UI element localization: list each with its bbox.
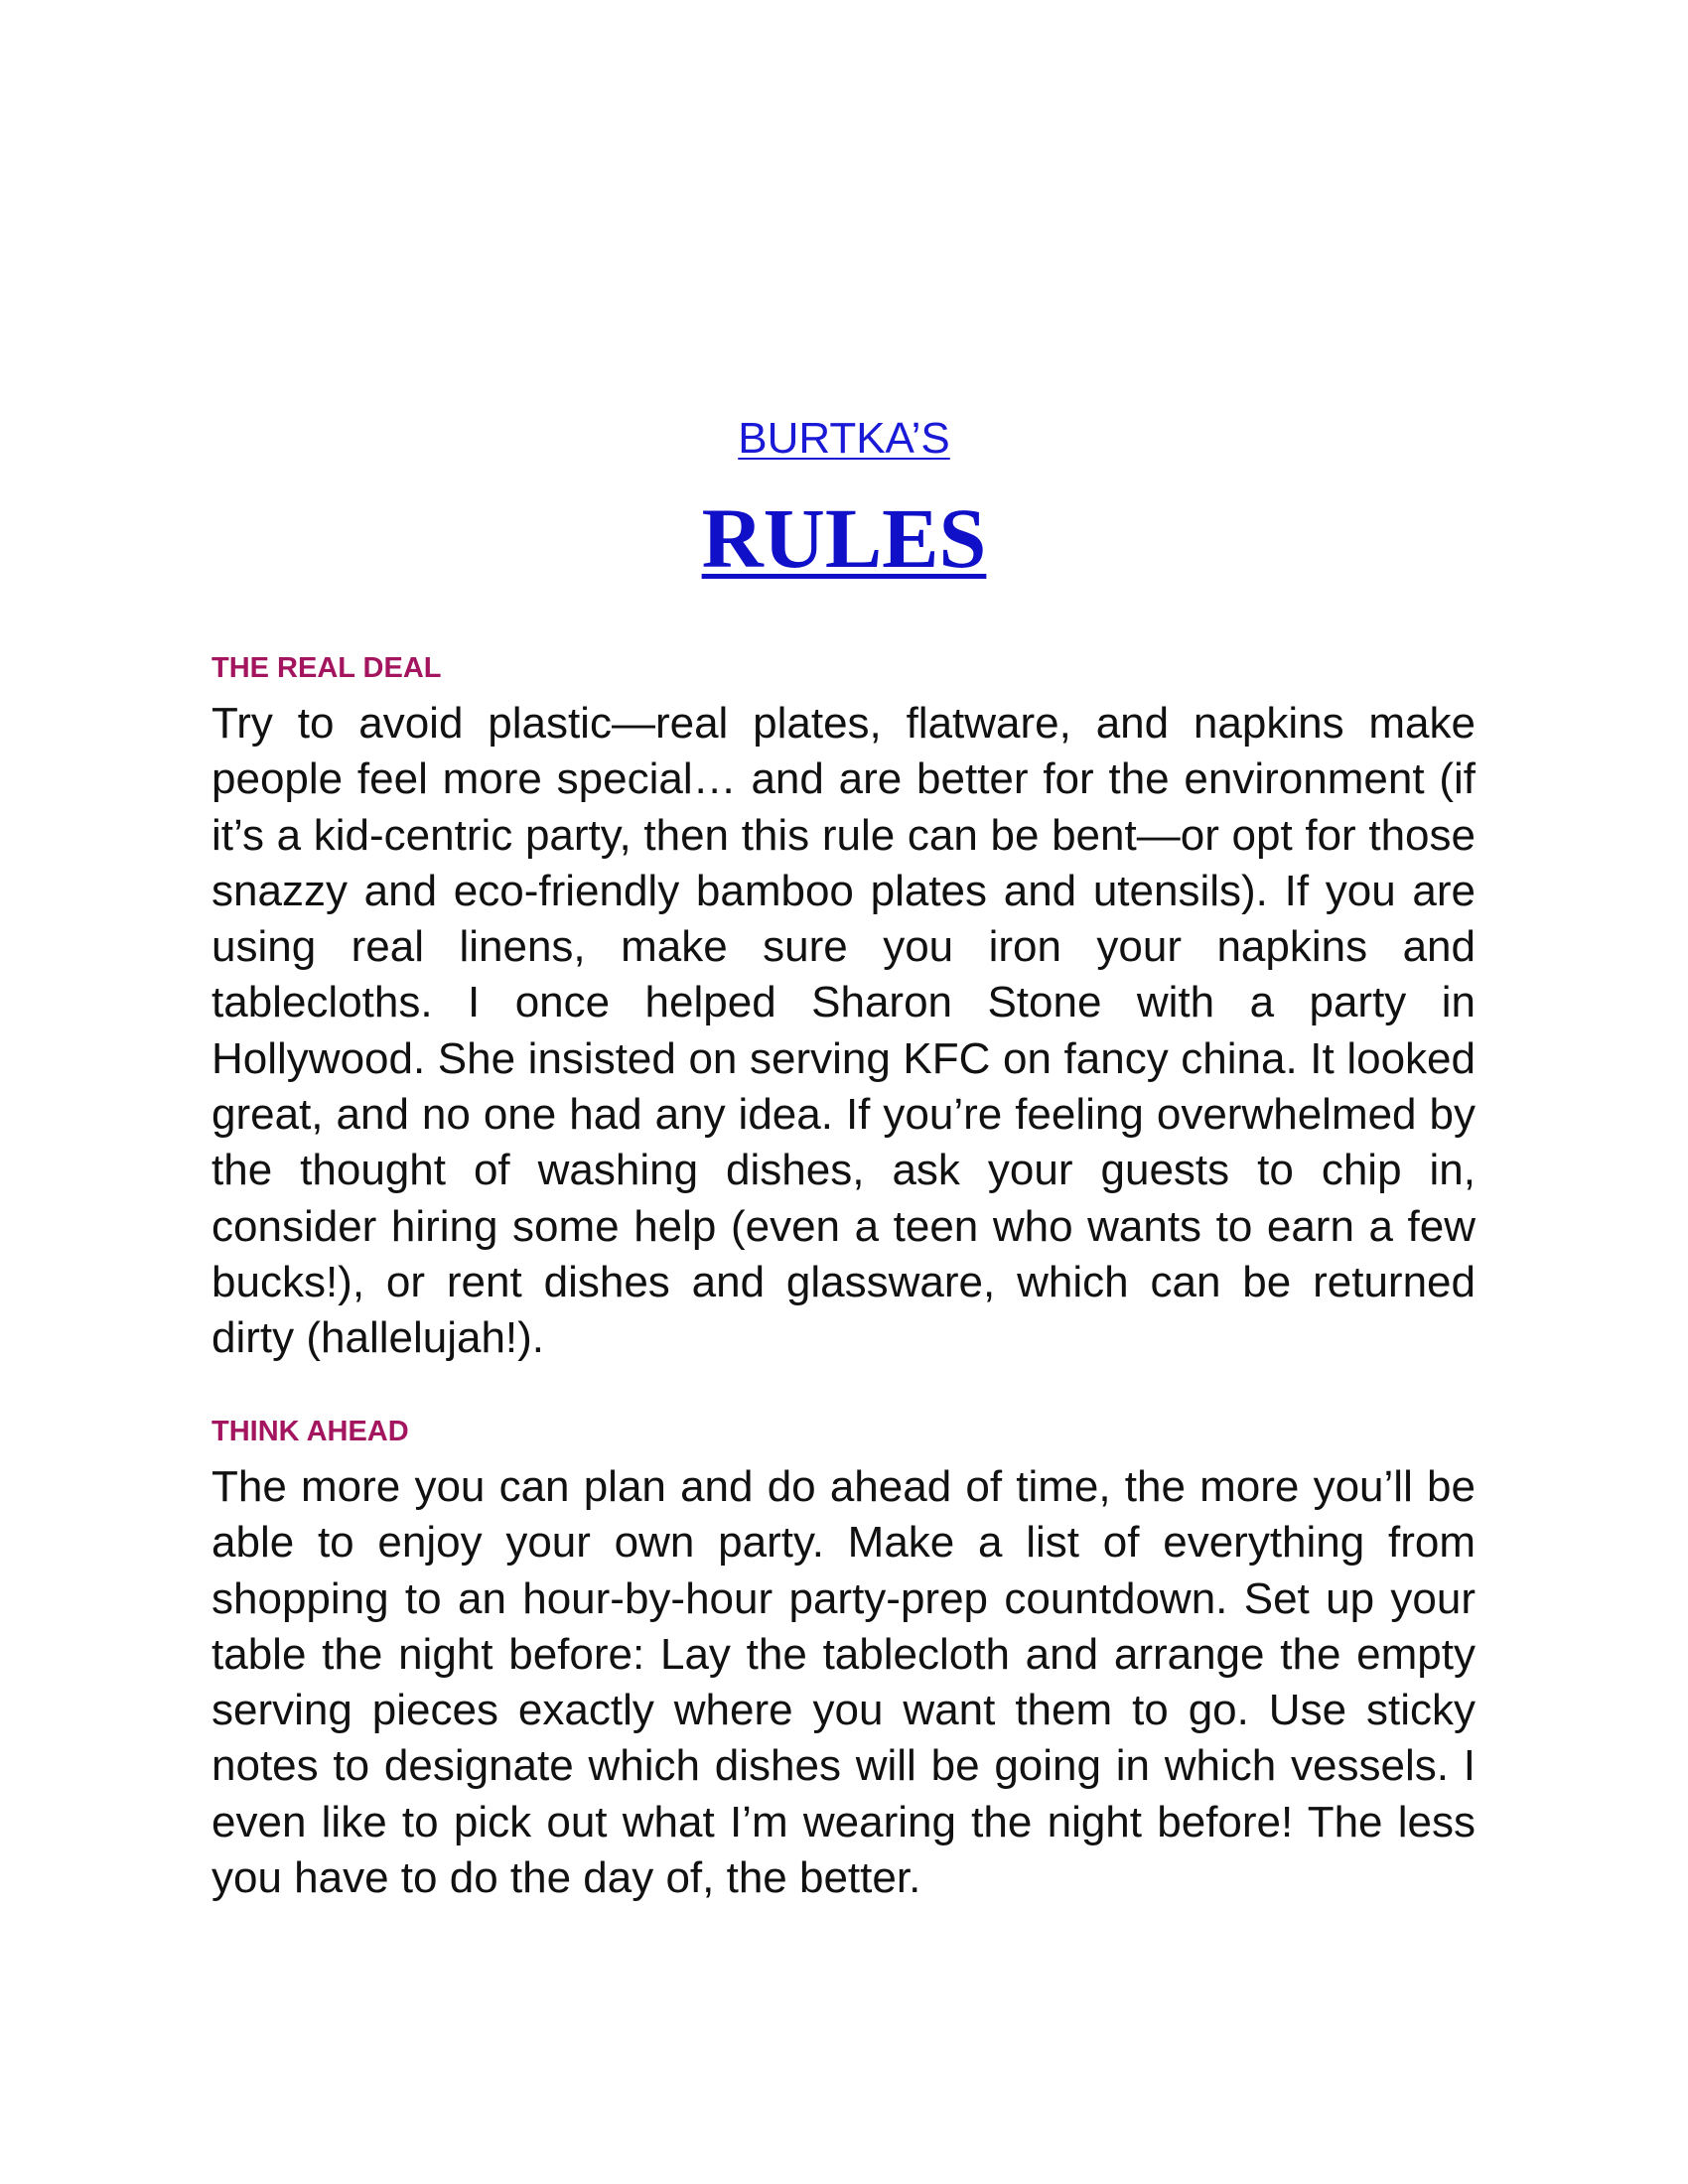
section-the-real-deal <box>211 650 1476 1367</box>
section-body: The more you can plan and do ahead of time, the more you’ll be able to enjoy your own party. Make a list of everything from shopping to an hour-by-hour party-prep countdown. Set up your table the night before: Lay the tablecloth and arrange the empty serving pieces exactly where you want them to go. Use sticky notes to designate which dishes will be going in which vessels. I even like to pick out what I’m wearing the night before! The less you have to do the day of, the better. <box>211 1462 1476 1903</box>
section-body: Try to avoid plastic—real plates, flatware, and napkins make people feel more special… and are better for the environment (if it’s a kid-centric party, then this rule can be bent—or opt for those snazzy and eco-friendly bamboo plates and utensils). If you are using real linens, make sure you iron your napkins and tablecloths. I once helped Sharon Stone with a party in Hollywood. She insisted on serving KFC on fancy china. It looked great, and no one had any idea. If you’re feeling overwhelmed by the thought of washing dishes, ask your guests to chip in, consider hiring some help (even a teen who wants to earn a few bucks!), or rent dishes and glassware, which can be returned dirty (hallelujah!). <box>211 699 1476 1363</box>
section-heading: THE REAL DEAL <box>211 652 442 684</box>
page-title: RULES <box>701 490 987 586</box>
section-think-ahead <box>211 1414 1476 1906</box>
section-heading: THINK AHEAD <box>211 1416 409 1447</box>
title-kicker: BURTKA’S <box>738 414 950 463</box>
